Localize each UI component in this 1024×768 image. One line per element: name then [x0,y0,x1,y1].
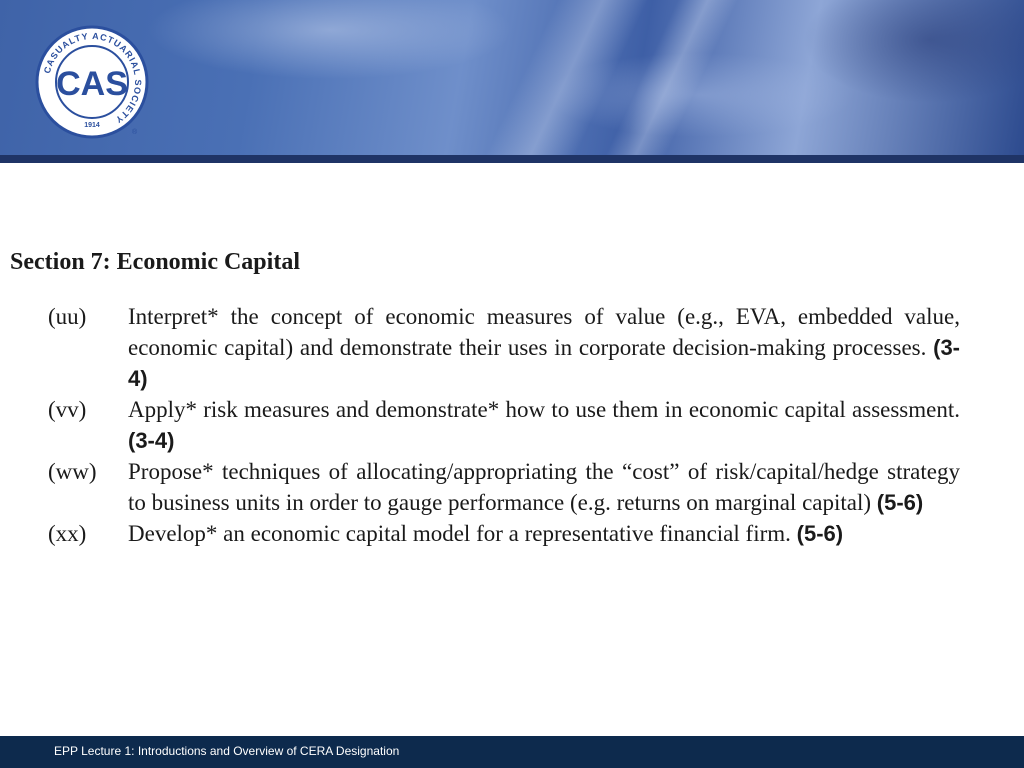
objective-item [48,394,960,456]
logo-year: 1914 [84,122,100,129]
objectives-list [48,301,960,549]
cognitive-level: (3-4) [128,335,961,391]
objective-item [48,456,960,518]
objective-label: (vv) [48,397,87,422]
objective-label: (uu) [48,304,87,329]
footer-text: EPP Lecture 1: Introductions and Overview of CERA Designation [54,744,400,758]
cas-seal-icon [34,24,150,140]
header-banner [0,0,1024,163]
objective-text-block [128,301,960,394]
logo-ring-text: CASUALTY ACTUARIAL SOCIETY [41,30,144,126]
footer-bar [0,736,1024,768]
cognitive-level: (5-6) [876,490,924,515]
objective-text: Interpret* the concept of economic measures of value (e.g., EVA, embedded value, economic capital) and demonstrate their uses in corporate decision-making processes. [128,304,960,360]
objective-text: Apply* risk measures and demonstrate* how to use them in economic capital assessment. [128,397,960,422]
objective-text-block [128,394,960,456]
objective-label: (ww) [48,459,97,484]
logo-initials: CAS [56,65,128,103]
objective-item [48,301,960,394]
objective-text: Propose* techniques of allocating/appropriating the “cost” of risk/capital/hedge strategy to business units in order to gauge performance (e.g. returns on marginal capital) [128,459,960,515]
logo-registered-mark: ® [132,129,138,136]
cas-logo [34,24,150,140]
cognitive-level: (3-4) [128,428,175,453]
objective-label: (xx) [48,521,87,546]
objective-text: Develop* an economic capital model for a representative financial firm. [128,521,791,546]
banner-bottom-bar [0,155,1024,163]
section-title: Section 7: Economic Capital [10,249,300,275]
objective-text-block [128,456,960,518]
objective-text-block [128,518,960,549]
cognitive-level: (5-6) [796,521,844,546]
objective-item [48,518,960,549]
